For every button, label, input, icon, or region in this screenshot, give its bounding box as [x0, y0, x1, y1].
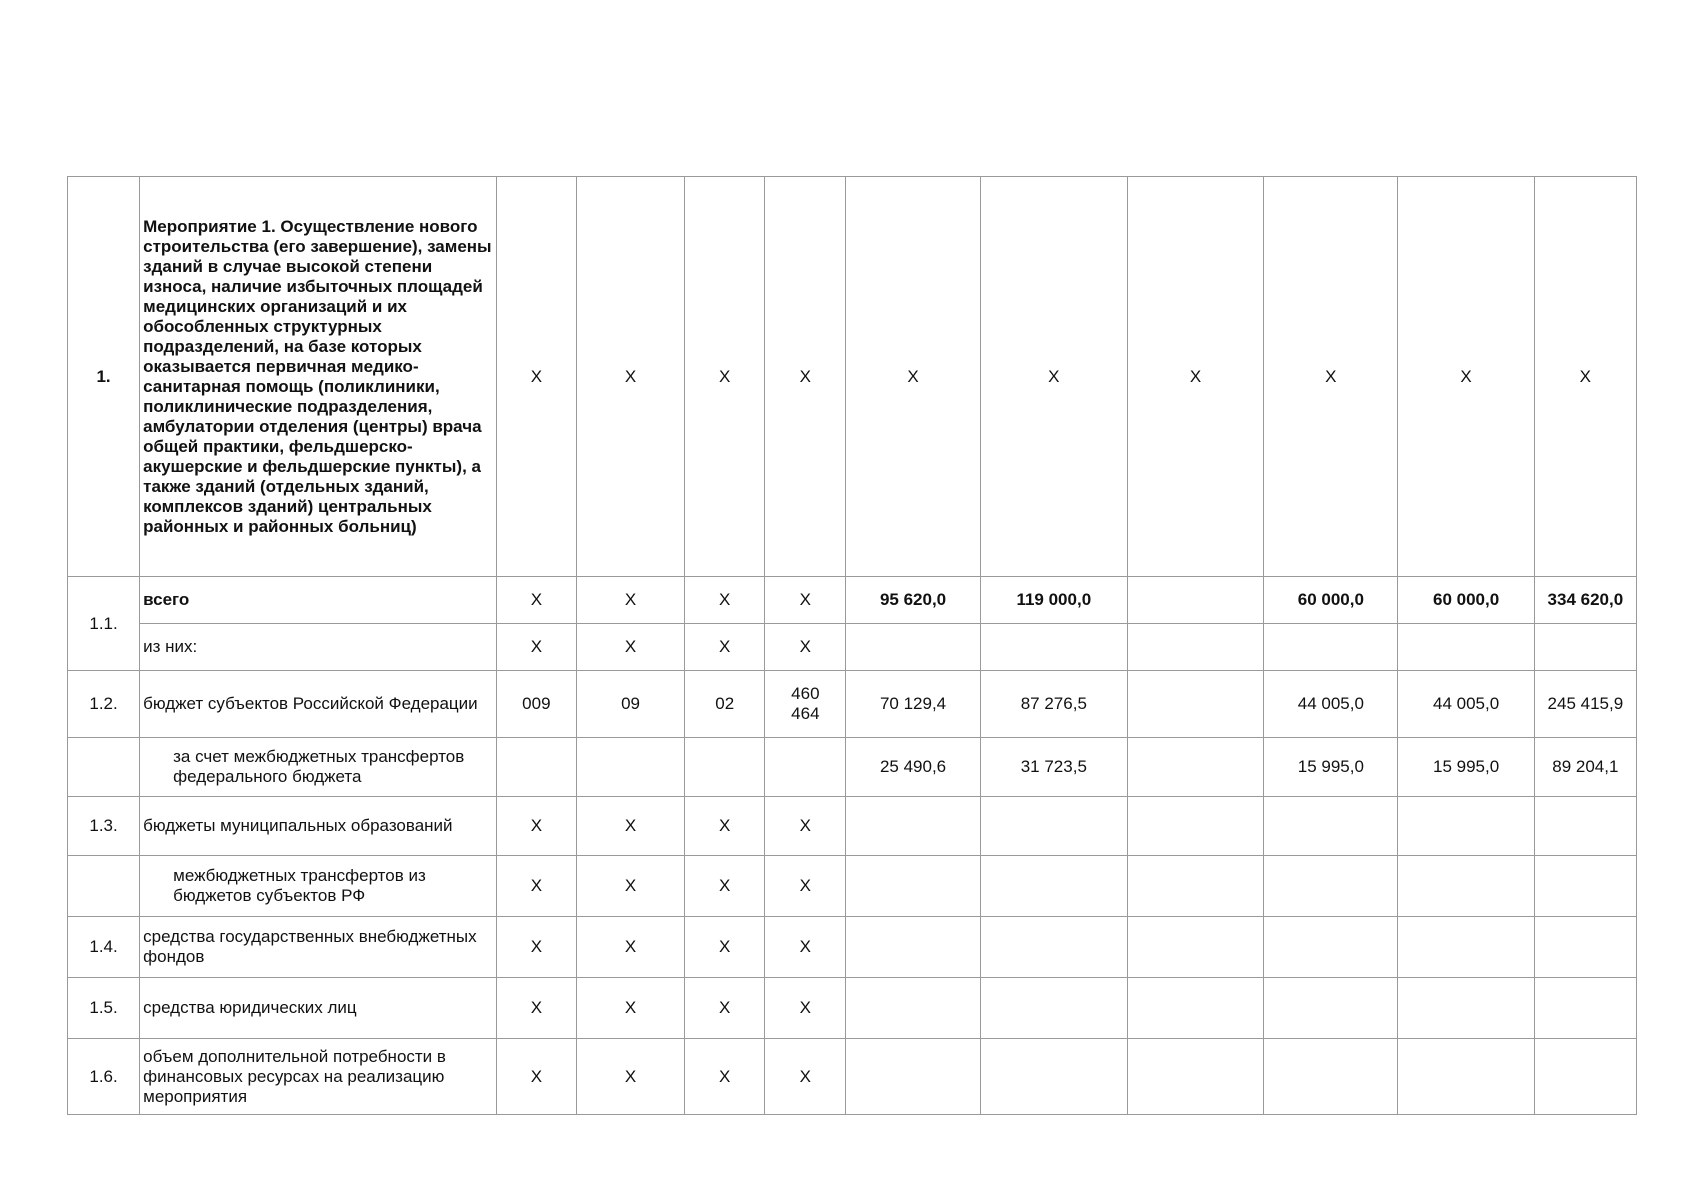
value-cell: X — [980, 177, 1127, 577]
table-row — [68, 624, 1637, 671]
code-cell: X — [685, 978, 765, 1039]
value-cell: 15 995,0 — [1398, 738, 1534, 797]
row-number: 1.5. — [68, 978, 140, 1039]
budget-table — [67, 176, 1637, 1115]
row-number: 1.1. — [68, 577, 140, 671]
code-cell: X — [496, 624, 576, 671]
table-row — [68, 856, 1637, 917]
table-row — [68, 177, 1637, 577]
value-cell — [1127, 671, 1263, 738]
table-row — [68, 1039, 1637, 1115]
row-description: средства государственных внебюджетных фондов — [140, 917, 497, 978]
code-cell: 009 — [496, 671, 576, 738]
value-cell: 87 276,5 — [980, 671, 1127, 738]
value-cell — [1127, 978, 1263, 1039]
value-cell: 31 723,5 — [980, 738, 1127, 797]
value-cell — [1264, 797, 1398, 856]
code-cell: X — [576, 577, 684, 624]
code-cell: X — [685, 797, 765, 856]
value-cell — [1264, 978, 1398, 1039]
code-line: 464 — [791, 704, 820, 723]
code-cell: X — [496, 177, 576, 577]
value-cell — [1127, 738, 1263, 797]
row-number — [68, 738, 140, 797]
value-cell: 44 005,0 — [1398, 671, 1534, 738]
value-cell — [1264, 624, 1398, 671]
value-cell — [1264, 856, 1398, 917]
table-row — [68, 797, 1637, 856]
table-row — [68, 978, 1637, 1039]
code-cell: X — [685, 1039, 765, 1115]
value-cell — [1127, 577, 1263, 624]
value-cell — [1127, 856, 1263, 917]
value-cell — [1398, 1039, 1534, 1115]
value-cell: 70 129,4 — [846, 671, 980, 738]
value-cell: X — [846, 177, 980, 577]
value-cell — [1398, 797, 1534, 856]
code-cell: X — [765, 917, 846, 978]
value-cell — [1127, 1039, 1263, 1115]
value-cell — [980, 797, 1127, 856]
code-cell: X — [496, 577, 576, 624]
code-cell: X — [576, 797, 684, 856]
value-cell — [1127, 624, 1263, 671]
code-cell: X — [765, 1039, 846, 1115]
value-cell — [980, 624, 1127, 671]
code-cell: X — [496, 797, 576, 856]
value-cell — [1127, 917, 1263, 978]
value-cell: 245 415,9 — [1534, 671, 1636, 738]
value-cell — [846, 856, 980, 917]
value-cell — [1398, 624, 1534, 671]
code-cell: X — [576, 624, 684, 671]
code-cell — [765, 738, 846, 797]
code-cell: X — [765, 177, 846, 577]
value-cell — [1534, 624, 1636, 671]
value-cell — [846, 624, 980, 671]
row-description: средства юридических лиц — [140, 978, 497, 1039]
value-cell — [1127, 797, 1263, 856]
code-cell — [685, 738, 765, 797]
value-cell — [1264, 1039, 1398, 1115]
table-row — [68, 577, 1637, 624]
code-cell: X — [576, 856, 684, 917]
value-cell: X — [1398, 177, 1534, 577]
value-cell — [1398, 917, 1534, 978]
value-cell: X — [1127, 177, 1263, 577]
table-row — [68, 917, 1637, 978]
value-cell — [1264, 917, 1398, 978]
code-cell: X — [765, 577, 846, 624]
code-cell: X — [576, 978, 684, 1039]
value-cell: X — [1264, 177, 1398, 577]
row-description: объем дополнительной потребности в финансовых ресурсах на реализацию мероприятия — [140, 1039, 497, 1115]
code-cell: X — [576, 177, 684, 577]
value-cell — [1534, 917, 1636, 978]
code-cell: X — [685, 577, 765, 624]
value-cell: 44 005,0 — [1264, 671, 1398, 738]
code-cell: X — [765, 978, 846, 1039]
code-cell: X — [685, 917, 765, 978]
code-cell: X — [576, 917, 684, 978]
value-cell: 15 995,0 — [1264, 738, 1398, 797]
code-cell: 09 — [576, 671, 684, 738]
value-cell: 334 620,0 — [1534, 577, 1636, 624]
value-cell — [980, 917, 1127, 978]
row-description: из них: — [140, 624, 497, 671]
value-cell: 60 000,0 — [1398, 577, 1534, 624]
value-cell — [980, 978, 1127, 1039]
code-cell: 02 — [685, 671, 765, 738]
value-cell: 119 000,0 — [980, 577, 1127, 624]
code-cell: X — [685, 856, 765, 917]
code-cell: X — [496, 856, 576, 917]
code-cell: X — [496, 978, 576, 1039]
value-cell: 89 204,1 — [1534, 738, 1636, 797]
value-cell — [980, 1039, 1127, 1115]
code-cell — [496, 738, 576, 797]
row-description: бюджеты муниципальных образований — [140, 797, 497, 856]
table-row — [68, 738, 1637, 797]
table-row — [68, 671, 1637, 738]
code-cell: X — [685, 177, 765, 577]
value-cell — [846, 978, 980, 1039]
row-number: 1.6. — [68, 1039, 140, 1115]
row-number: 1. — [68, 177, 140, 577]
value-cell — [1398, 856, 1534, 917]
row-number: 1.2. — [68, 671, 140, 738]
row-number: 1.4. — [68, 917, 140, 978]
row-description: всего — [140, 577, 497, 624]
value-cell — [1534, 797, 1636, 856]
value-cell — [1534, 1039, 1636, 1115]
row-description: межбюджетных трансфертов из бюджетов субъектов РФ — [140, 856, 497, 917]
code-cell: X — [685, 624, 765, 671]
value-cell — [1534, 856, 1636, 917]
value-cell — [846, 917, 980, 978]
row-number — [68, 856, 140, 917]
code-cell: X — [576, 1039, 684, 1115]
code-cell: X — [765, 624, 846, 671]
row-description: Мероприятие 1. Осуществление нового строительства (его завершение), замены зданий в случае высокой степени износа, наличие избыточных площадей медицинских организаций и их обособленных структурных подразделений, на базе которых оказывается первичная медико-санитарная помощь (поликлиники, поликлинические подразделения, амбулатории отделения (центры) врача общей практики, фельдшерско-акушерские и фельдшерские пункты), а также зданий (отдельных зданий, комплексов зданий) центральных районных и районных больниц) — [140, 177, 497, 577]
row-description: бюджет субъектов Российской Федерации — [140, 671, 497, 738]
code-cell: X — [496, 917, 576, 978]
value-cell — [1398, 978, 1534, 1039]
code-cell — [765, 671, 846, 738]
code-line: 460 — [791, 684, 820, 703]
code-cell: X — [765, 856, 846, 917]
value-cell: 60 000,0 — [1264, 577, 1398, 624]
code-cell: X — [496, 1039, 576, 1115]
value-cell: X — [1534, 177, 1636, 577]
row-number: 1.3. — [68, 797, 140, 856]
value-cell — [1534, 978, 1636, 1039]
value-cell — [980, 856, 1127, 917]
value-cell — [846, 1039, 980, 1115]
row-description: за счет межбюджетных трансфертов федерального бюджета — [140, 738, 497, 797]
code-cell: X — [765, 797, 846, 856]
value-cell: 25 490,6 — [846, 738, 980, 797]
code-cell — [576, 738, 684, 797]
value-cell — [846, 797, 980, 856]
value-cell: 95 620,0 — [846, 577, 980, 624]
